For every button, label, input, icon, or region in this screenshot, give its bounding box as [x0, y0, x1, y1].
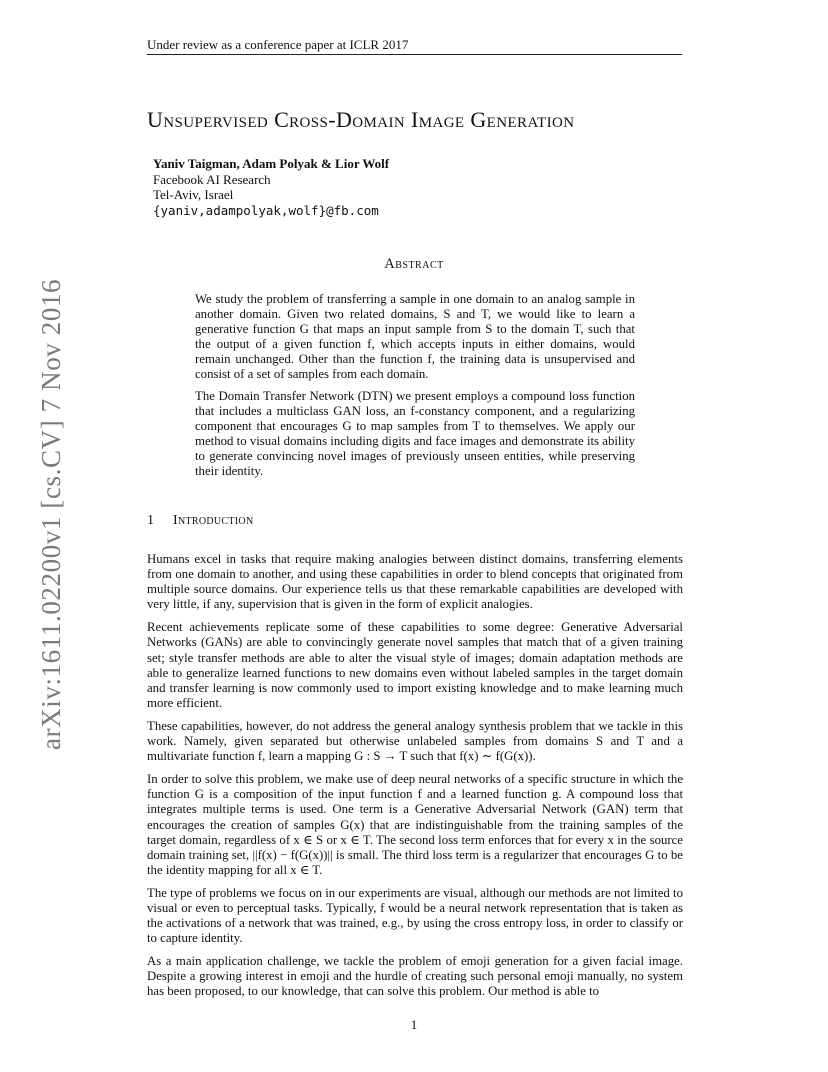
abstract-paragraph: The Domain Transfer Network (DTN) we present employs a compound loss function that includes a multiclass GAN loss, an f-constancy component, and a regularizing component that encourages G to map samples from T to themselves. We apply our method to visual domains including digits and face images and demonstrate its ability to generate convincing novel images of previously unseen entities, while preserving their identity. — [195, 388, 635, 479]
author-names: Yaniv Taigman, Adam Polyak & Lior Wolf — [153, 156, 390, 171]
header-rule — [147, 54, 682, 55]
running-header: Under review as a conference paper at ICLR 2017 — [147, 37, 409, 52]
abstract-paragraph: We study the problem of transferring a sample in one domain to an analog sample in another domain. Given two related domains, S and T, we would like to learn a generative function G that maps an input sample from S to the domain T, such that the output of a given function f, which accepts inputs in either domains, would remain unchanged. Other than the function f, the training data is unsupervised and consist of a set of samples from each domain. — [195, 292, 635, 382]
author-email: {yaniv,adampolyak,wolf}@fb.com — [153, 202, 379, 218]
arxiv-identifier-stamp: arXiv:1611.02200v1 [cs.CV] 7 Nov 2016 — [36, 278, 66, 750]
section-number: 1 — [147, 513, 155, 528]
introduction-body — [147, 552, 683, 1008]
body-paragraph: Recent achievements replicate some of these capabilities to some degree: Generative Adversarial Networks (GANs) are able to convincingly generate novel samples that match that of a given training set; style transfer methods are able to alter the visual style of images; domain adaptation methods are able to generalize learned functions to new domains even without labeled samples in the target domain and transfer learning is now commonly used to import existing knowledge and to make learning much more efficient. — [147, 620, 683, 710]
section-heading — [147, 513, 547, 529]
body-paragraph: Humans excel in tasks that require making analogies between distinct domains, transferring elements from one domain to another, and using these capabilities in order to blend concepts that originated from multiple source domains. Our experience tells us that these remarkable capabilities are developed with very little, if any, supervision that is given in the form of explicit analogies. — [147, 552, 683, 612]
paper-title: Unsupervised Cross-Domain Image Generation — [147, 107, 575, 132]
body-paragraph: In order to solve this problem, we make use of deep neural networks of a specific structure in which the function G is a composition of the input function f and a learned function g. A compound loss that integrates multiple terms is used. One term is a Generative Adversarial Network (GAN) term that encourages the creation of samples G(x) that are indistinguishable from the training samples of the target domain, regardless of x ∈ S or x ∈ T. The second loss term enforces that for every x in the source domain training set, ||f(x) − f(G(x))|| is small. The third loss term is a regularizer that encourages G to be the identity mapping for all x ∈ T. — [147, 772, 683, 877]
author-affiliation: Facebook AI Research — [153, 171, 271, 187]
body-paragraph: These capabilities, however, do not address the general analogy synthesis problem that we tackle in this work. Namely, given separated but otherwise unlabeled samples from domains S and T and a multivariate function f, learn a mapping G : S → T such that f(x) ∼ f(G(x)). — [147, 718, 683, 764]
page-number: 1 — [410, 1017, 418, 1032]
abstract-body — [195, 292, 635, 485]
body-paragraph: The type of problems we focus on in our experiments are visual, although our methods are not limited to visual or even to perceptual tasks. Typically, f would be a neural network representation that is taken as the activations of a network that was trained, e.g., by using the cross entropy loss, in order to classify or to capture identity. — [147, 885, 683, 946]
author-block — [153, 156, 553, 218]
abstract-heading: Abstract — [384, 256, 444, 272]
body-paragraph: As a main application challenge, we tackle the problem of emoji generation for a given facial image. Despite a growing interest in emoji and the hurdle of creating such personal emoji manually, no system has been proposed, to our knowledge, that can solve this problem. Our method is able to — [147, 954, 683, 999]
section-title: Introduction — [173, 513, 254, 528]
author-location: Tel-Aviv, Israel — [153, 187, 234, 202]
